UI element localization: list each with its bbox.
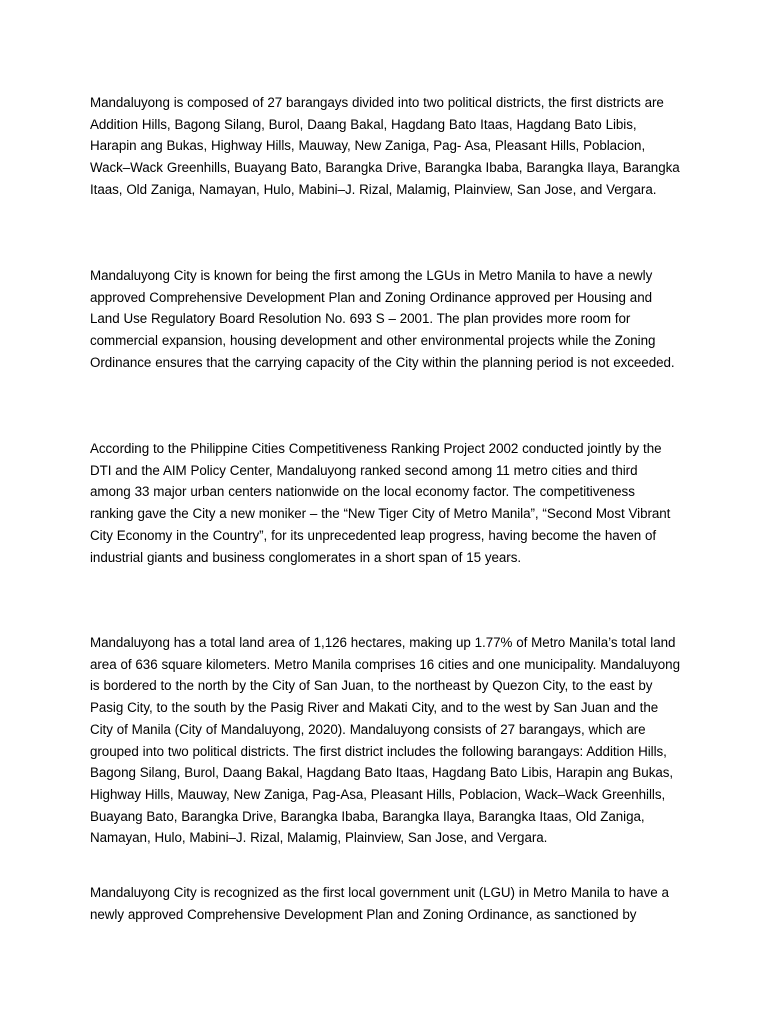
paragraph-competitiveness-ranking: According to the Philippine Cities Competitiveness Ranking Project 2002 conducted jointly by the DTI and the AIM Policy Center, Mandaluyong ranked second among 11 metro cities and third among 33 major urban centers nationwide on the local economy factor. The competitiveness ranking gave the City a new moniker – the “New Tiger City of Metro Manila”, “Second Most Vibrant City Economy in the Country”, for its unprecedented leap progress, having become the haven of industrial giants and business conglomerates in a short span of 15 years. [90,441,671,565]
paragraph-land-area: Mandaluyong has a total land area of 1,126 hectares, making up 1.77% of Metro Manila’s total land area of 636 square kilometers. Metro Manila comprises 16 cities and one municipality. Mandaluyong is bordered to the north by the City of San Juan, to the northeast by Quezon City, to the east by Pasig City, to the south by the Pasig River and Makati City, and to the west by San Juan and the City of Manila (City of Mandaluyong, 2020). Mandaluyong consists of 27 barangays, which are grouped into two political districts. The first district includes the following barangays: Addition Hills, Bagong Silang, Burol, Daang Bakal, Hagdang Bato Itaas, Hagdang Bato Libis, Harapin ang Bukas, Highway Hills, Mauway, New Zaniga, Pag-Asa, Pleasant Hills, Poblacion, Wack–Wack Greenhills, Buayang Bato, Barangka Drive, Barangka Ibaba, Barangka Ilaya, Barangka Itaas, Old Zaniga, Namayan, Hulo, Mabini–J. Rizal, Malamig, Plainview, San Jose, and Vergara. [90,635,680,846]
paragraph-first-lgu: Mandaluyong City is recognized as the first local government unit (LGU) in Metro Manila to have a newly approved Comprehensive Development Plan and Zoning Ordinance, as sanctioned by [90,885,669,922]
paragraph-development-plan: Mandaluyong City is known for being the first among the LGUs in Metro Manila to have a newly approved Comprehensive Development Plan and Zoning Ordinance approved per Housing and Land Use Regulatory Board Resolution No. 693 S – 2001. The plan provides more room for commercial expansion, housing development and other environmental projects while the Zoning Ordinance ensures that the carrying capacity of the City within the planning period is not exceeded. [90,268,675,370]
paragraph-barangay-districts: Mandaluyong is composed of 27 barangays divided into two political districts, the first districts are Addition Hills, Bagong Silang, Burol, Daang Bakal, Hagdang Bato Itaas, Hagdang Bato Libis, Harapin ang Bukas, Highway Hills, Mauway, New Zaniga, Pag- Asa, Pleasant Hills, Poblacion, Wack–Wack Greenhills, Buayang Bato, Barangka Drive, Barangka Ibaba, Barangka Ilaya, Barangka Itaas, Old Zaniga, Namayan, Hulo, Mabini–J. Rizal, Malamig, Plainview, San Jose, and Vergara. [90,95,680,197]
